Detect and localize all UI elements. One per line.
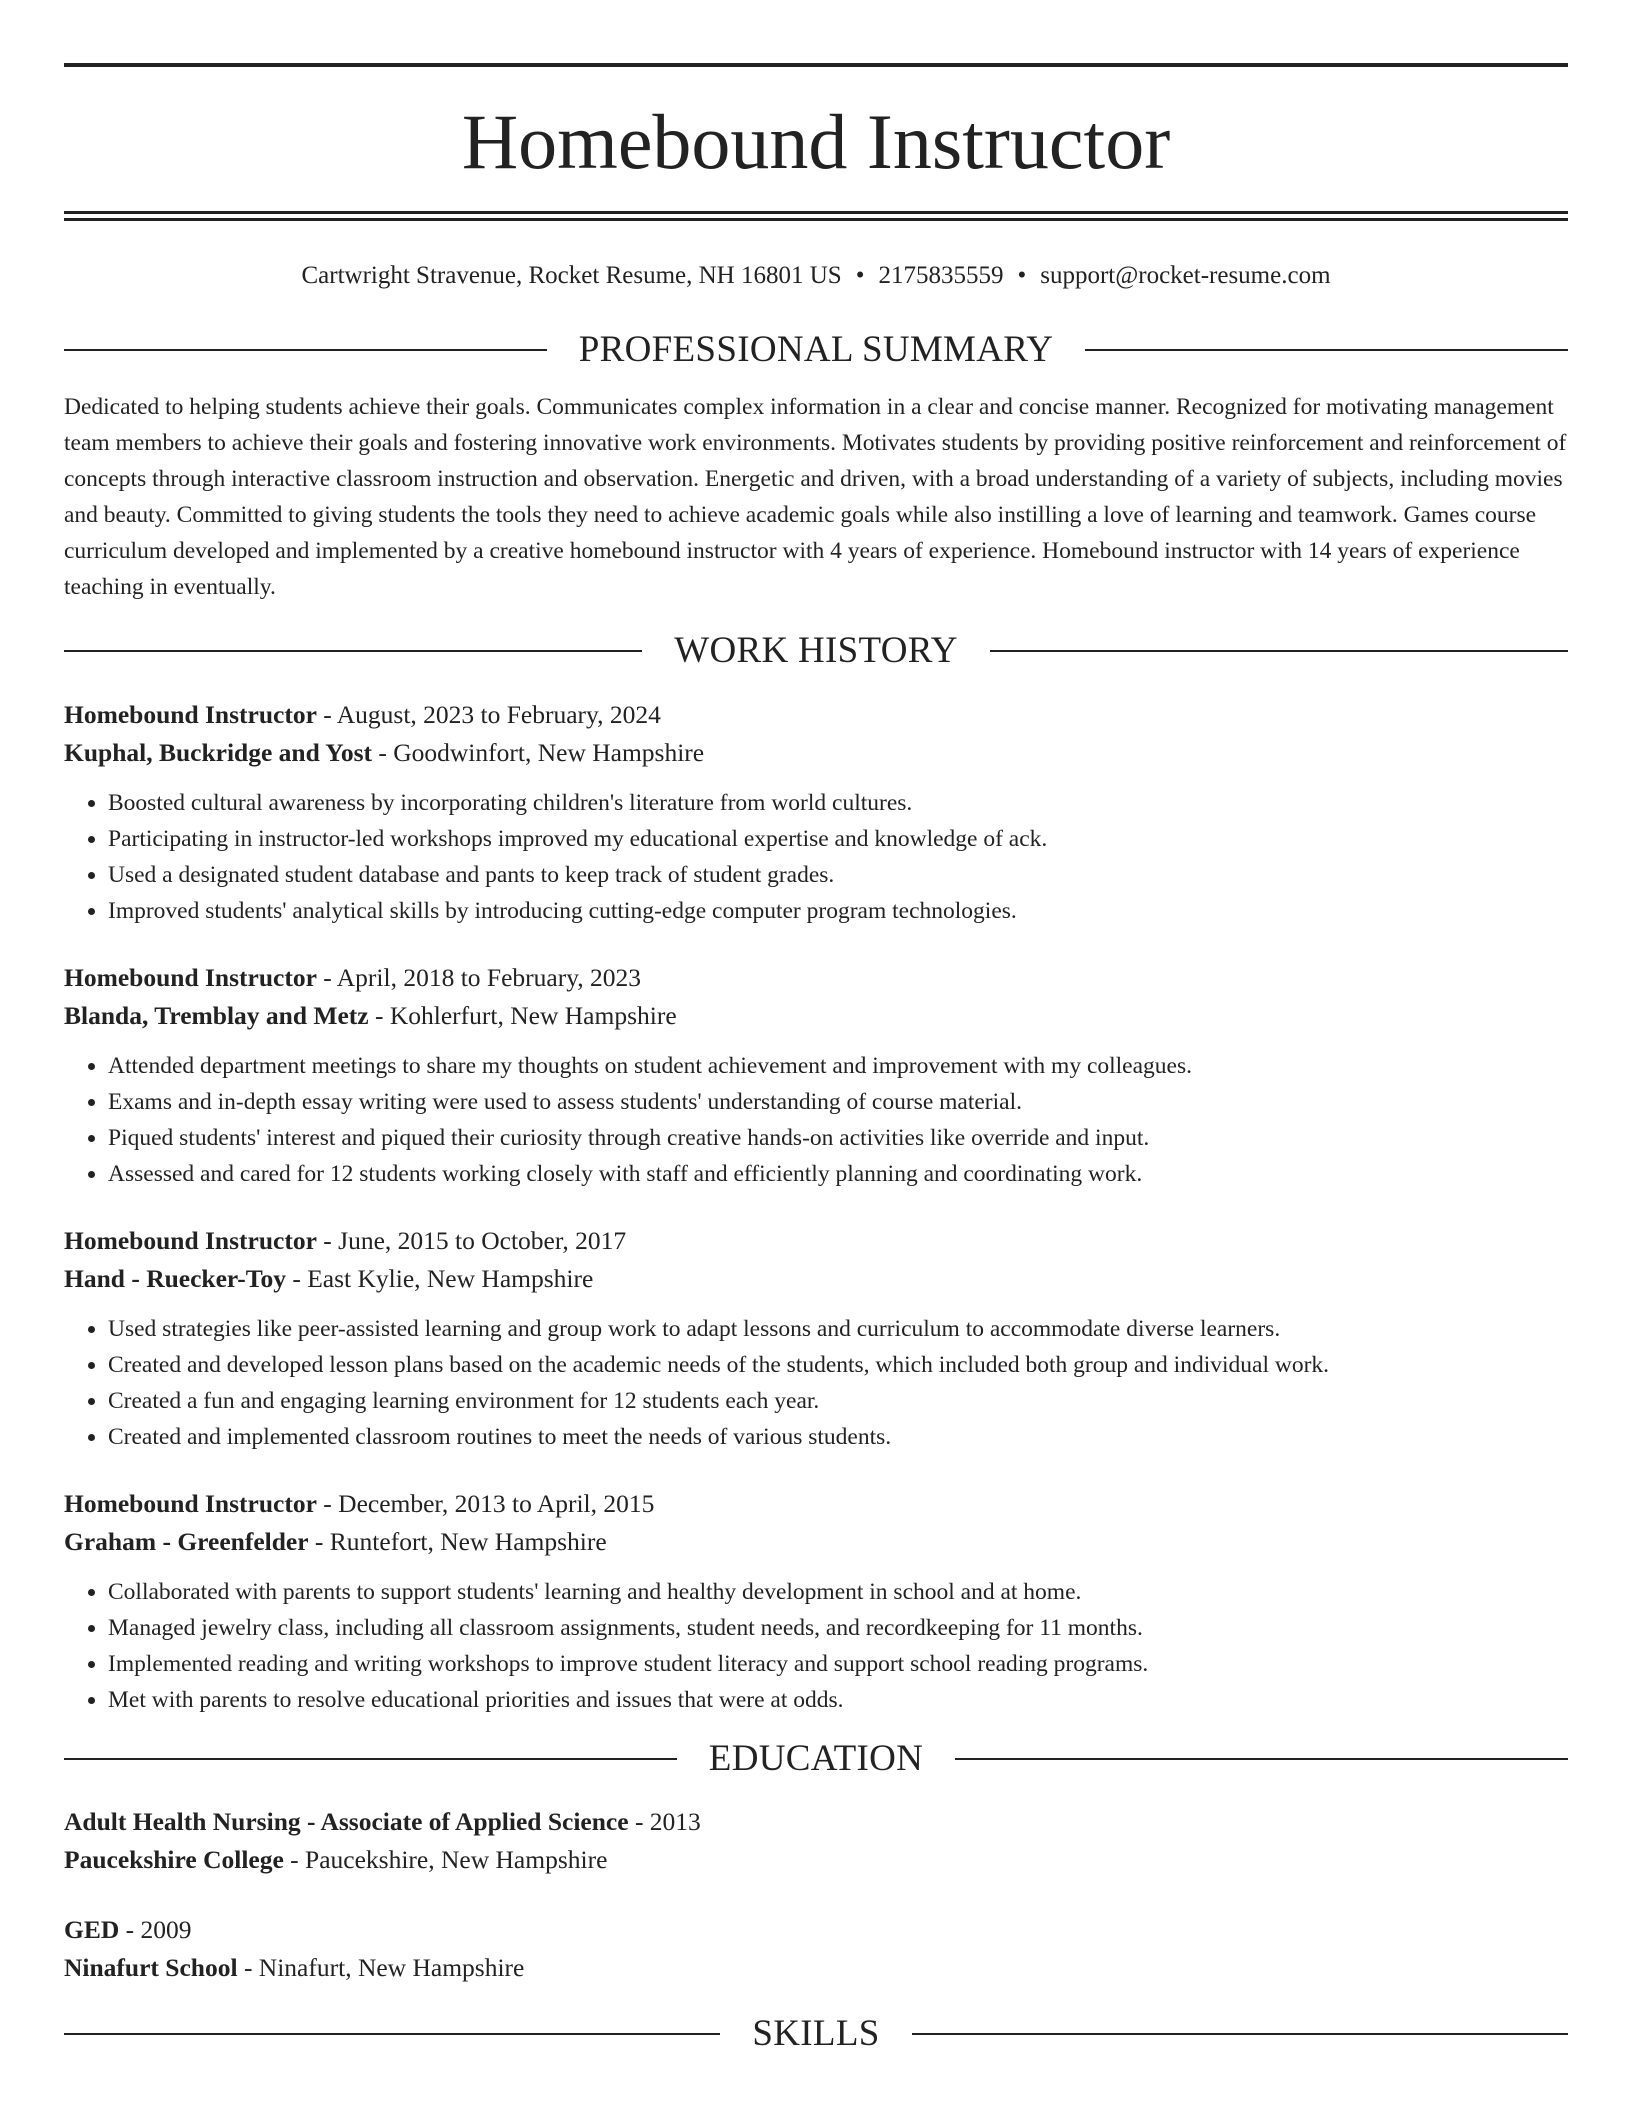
degree-line — [64, 1911, 1568, 1949]
heading-rule-left — [64, 349, 547, 351]
list-item: • Used a designated student database and pants to keep track of student grades. — [108, 857, 1568, 893]
section-heading-skills — [64, 2015, 1568, 2052]
degree: Adult Health Nursing - Associate of Applied Science — [64, 1807, 629, 1836]
degree-year: - 2009 — [119, 1915, 192, 1944]
job-title-line — [64, 1222, 1568, 1260]
job-title-line — [64, 959, 1568, 997]
list-item: • Boosted cultural awareness by incorporating children's literature from world cultures. — [108, 785, 1568, 821]
job-title-line — [64, 696, 1568, 734]
contact-email: support@rocket-resume.com — [1040, 262, 1331, 289]
job-entry — [64, 1222, 1568, 1455]
job-location: - Goodwinfort, New Hampshire — [371, 738, 705, 767]
list-item: • Implemented reading and writing workshops to improve student literacy and support school reading programs. — [108, 1646, 1568, 1682]
heading-rule-right — [955, 1758, 1568, 1760]
job-company: Hand - Ruecker-Toy — [64, 1264, 286, 1293]
job-company-line — [64, 1523, 1568, 1561]
job-dates: - April, 2018 to February, 2023 — [316, 963, 642, 992]
list-item: • Met with parents to resolve educational priorities and issues that were at odds. — [108, 1682, 1568, 1718]
section-heading-summary — [64, 331, 1568, 368]
section-title: WORK HISTORY — [674, 630, 958, 671]
list-item: • Managed jewelry class, including all classroom assignments, student needs, and recordkeeping for 11 months. — [108, 1610, 1568, 1646]
degree-year: - 2013 — [628, 1807, 701, 1836]
job-entry — [64, 959, 1568, 1192]
job-location: - East Kylie, New Hampshire — [285, 1264, 594, 1293]
job-title: Homebound Instructor — [64, 963, 317, 992]
contact-phone: 2175835559 — [878, 262, 1004, 289]
job-location: - Kohlerfurt, New Hampshire — [368, 1001, 677, 1030]
job-company: Blanda, Tremblay and Metz — [64, 1001, 369, 1030]
heading-rule-left — [64, 1758, 677, 1760]
job-bullets — [64, 1048, 1568, 1192]
section-title: EDUCATION — [708, 1738, 924, 1779]
job-company-line — [64, 1260, 1568, 1298]
heading-rule-left — [64, 650, 642, 652]
section-title: PROFESSIONAL SUMMARY — [578, 329, 1054, 370]
list-item: • Assessed and cared for 12 students working closely with staff and efficiently planning and coordinating work. — [108, 1156, 1568, 1192]
job-title: Homebound Instructor — [64, 1226, 317, 1255]
list-item: • Collaborated with parents to support students' learning and healthy development in school and at home. — [108, 1574, 1568, 1610]
education-entry — [64, 1911, 1568, 1987]
list-item: • Created and developed lesson plans based on the academic needs of the students, which included both group and individual work. — [108, 1347, 1568, 1383]
degree-line — [64, 1803, 1568, 1841]
contact-address: Cartwright Stravenue, Rocket Resume, NH 16801 US — [301, 262, 842, 289]
job-company-line — [64, 997, 1568, 1035]
list-item: • Piqued students' interest and piqued their curiosity through creative hands-on activities like override and input. — [108, 1120, 1568, 1156]
summary-paragraph: Dedicated to helping students achieve their goals. Communicates complex information in a clear and concise manner. Recognized for motivating management team members to achieve their goals and fostering innovative work environments. Motivates students by providing positive reinforcement and reinforcement of concepts through interactive classroom instruction and observation. Energetic and driven, with a broad understanding of a variety of subjects, including movies and beauty. Committed to giving students the tools they need to achieve academic goals while also instilling a love of learning and teamwork. Games course curriculum developed and implemented by a creative homebound instructor with 4 years of experience. Homebound instructor with 14 years of experience teaching in eventually. — [64, 394, 1567, 600]
heading-rule-right — [912, 2033, 1568, 2035]
job-dates: - June, 2015 to October, 2017 — [316, 1226, 627, 1255]
section-title: SKILLS — [752, 2013, 880, 2054]
contact-line — [64, 259, 1568, 293]
education-entry — [64, 1803, 1568, 1879]
job-bullets — [64, 1574, 1568, 1718]
list-item: • Used strategies like peer-assisted learning and group work to adapt lessons and curriculum to accommodate diverse learners. — [108, 1311, 1568, 1347]
list-item: • Created and implemented classroom routines to meet the needs of various students. — [108, 1419, 1568, 1455]
list-item: • Exams and in-depth essay writing were used to assess students' understanding of course material. — [108, 1084, 1568, 1120]
candidate-name: Homebound Instructor — [461, 98, 1171, 185]
heading-rule-left — [64, 2033, 720, 2035]
job-company: Graham - Greenfelder — [64, 1527, 309, 1556]
top-rule — [64, 63, 1568, 67]
heading-rule-right — [990, 650, 1568, 652]
job-title: Homebound Instructor — [64, 1489, 317, 1518]
job-entry — [64, 1485, 1568, 1718]
list-item: • Improved students' analytical skills by introducing cutting-edge computer program technologies. — [108, 893, 1568, 929]
list-item: • Participating in instructor-led workshops improved my educational expertise and knowledge of ack. — [108, 821, 1568, 857]
job-title-line — [64, 1485, 1568, 1523]
job-title: Homebound Instructor — [64, 700, 317, 729]
school-line — [64, 1949, 1568, 1987]
contact-separator: • — [855, 262, 865, 289]
degree: GED — [64, 1915, 120, 1944]
job-bullets — [64, 1311, 1568, 1455]
header-double-rule — [64, 211, 1568, 221]
job-dates: - December, 2013 to April, 2015 — [316, 1489, 655, 1518]
heading-rule-right — [1085, 349, 1568, 351]
school: Paucekshire College — [64, 1845, 284, 1874]
school-line — [64, 1841, 1568, 1879]
section-heading-education — [64, 1740, 1568, 1777]
job-company-line — [64, 734, 1568, 772]
list-item: • Created a fun and engaging learning environment for 12 students each year. — [108, 1383, 1568, 1419]
school: Ninafurt School — [64, 1953, 238, 1982]
job-bullets — [64, 785, 1568, 929]
school-location: - Paucekshire, New Hampshire — [283, 1845, 608, 1874]
list-item: • Attended department meetings to share my thoughts on student achievement and improvement with my colleagues. — [108, 1048, 1568, 1084]
job-dates: - August, 2023 to February, 2024 — [316, 700, 661, 729]
contact-separator: • — [1017, 262, 1027, 289]
section-heading-work-history — [64, 632, 1568, 669]
school-location: - Ninafurt, New Hampshire — [237, 1953, 525, 1982]
job-entry — [64, 696, 1568, 929]
job-location: - Runtefort, New Hampshire — [308, 1527, 607, 1556]
job-company: Kuphal, Buckridge and Yost — [64, 738, 372, 767]
